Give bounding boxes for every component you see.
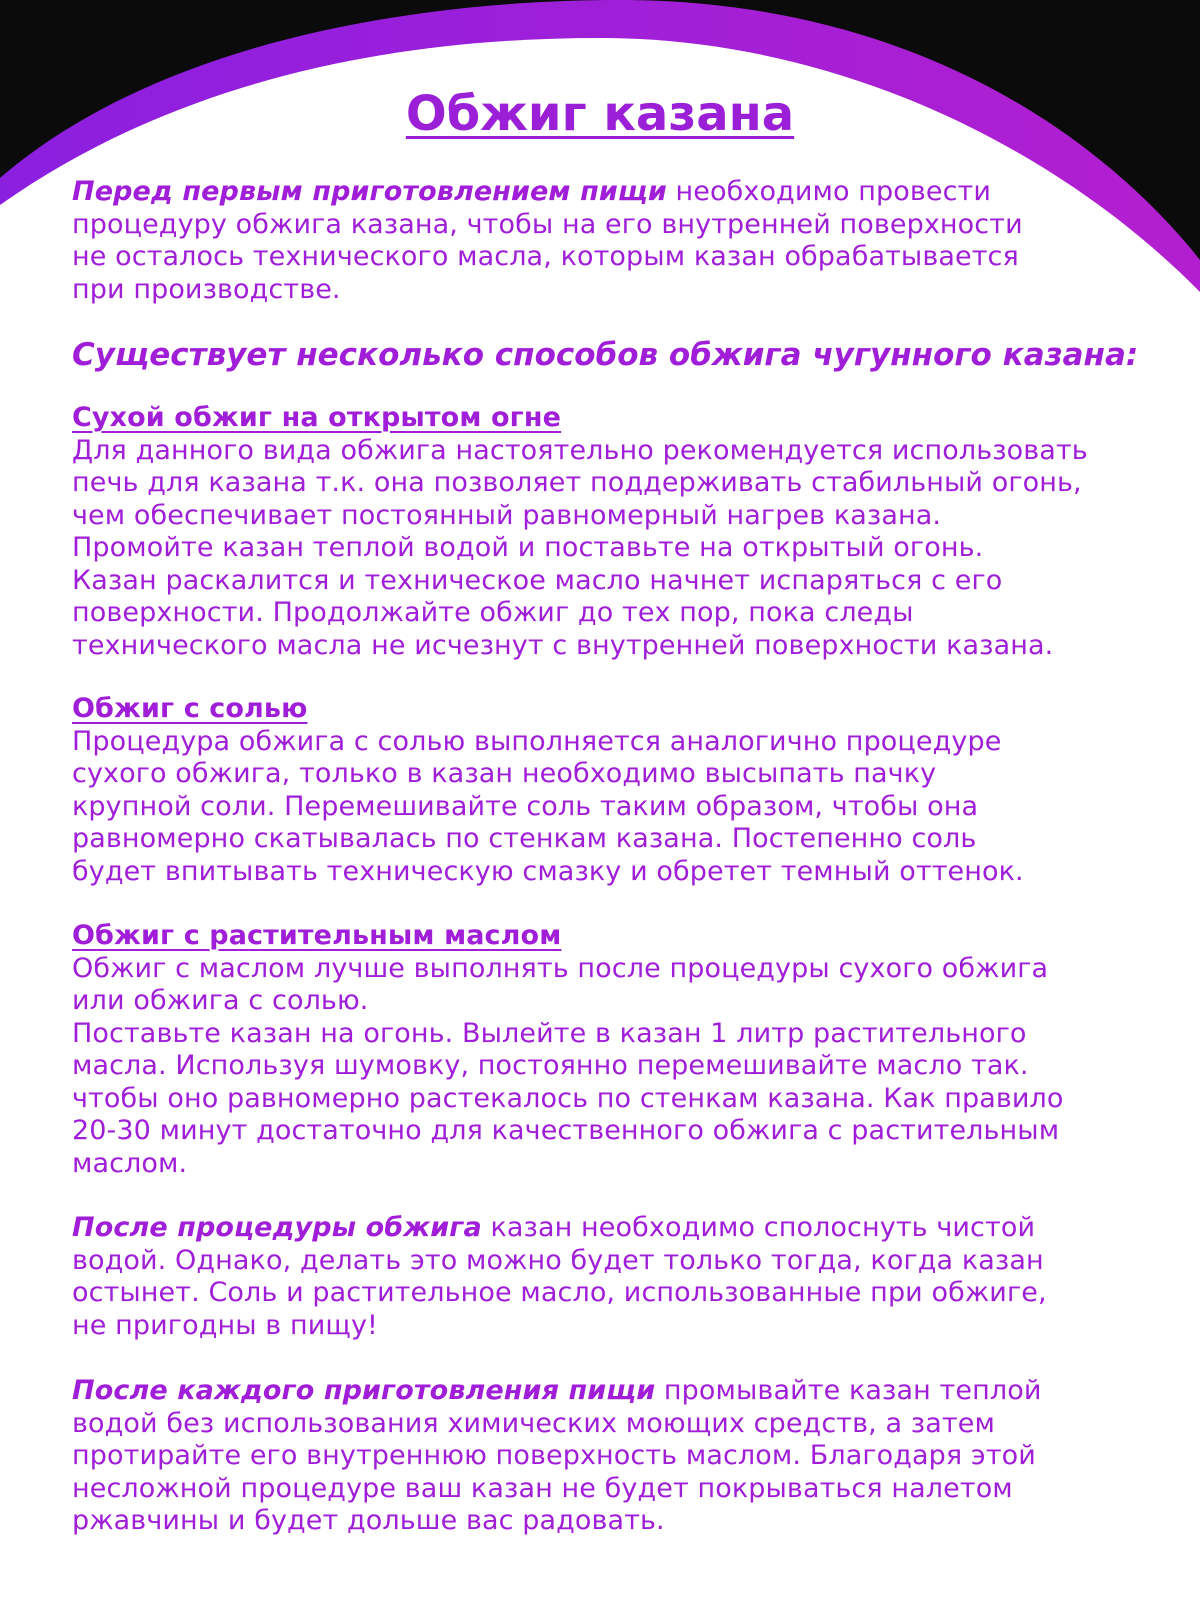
section-dry-burn [72, 402, 1182, 662]
section-line: равномерно скатывалась по стенкам казана. Постепенно соль [72, 823, 977, 854]
intro-line: при производстве. [72, 273, 341, 305]
section-heading-text: Обжиг с растительным маслом [72, 920, 562, 951]
after-cooking-line: протирайте его внутреннюю поверхность маслом. Благодаря этой [72, 1440, 1036, 1471]
section-line: или обжига с солью. [72, 985, 369, 1016]
intro-line [72, 176, 1182, 209]
section-line: чем обеспечивает постоянный равномерный нагрев казана. [72, 499, 942, 531]
section-line: 20-30 минут достаточно для качественного обжига с растительным [72, 1115, 1060, 1146]
after-cooking-line: ржавчины и будет дольше вас радовать. [72, 1505, 665, 1536]
section-line: сухого обжига, только в казан необходимо высыпать пачку [72, 758, 937, 789]
section-heading [72, 693, 1182, 726]
after-cooking-paragraph [72, 1375, 1182, 1538]
section-line: печь для казана т.к. она позволяет поддерживать стабильный огонь, [72, 467, 1082, 498]
after-burn-lead: После процедуры обжига [72, 1212, 482, 1243]
intro-line: процедуру обжига казана, чтобы на его внутренней поверхности [72, 208, 1023, 240]
page-title-text: Обжиг казана [405, 86, 795, 142]
section-heading-text: Сухой обжиг на открытом огне [72, 402, 562, 433]
section-heading [72, 402, 1182, 435]
intro-lead: Перед первым приготовлением пищи [72, 176, 667, 207]
section-line: масла. Используя шумовку, постоянно перемешивайте масло так. [72, 1050, 1029, 1081]
section-heading-text: Обжиг с солью [72, 693, 308, 724]
after-burn-line: не пригодны в пищу! [72, 1309, 378, 1341]
after-cooking-line [72, 1375, 1182, 1408]
after-burn-line1-rest: казан необходимо сполоснуть чистой [481, 1212, 1036, 1243]
section-salt-burn [72, 693, 1182, 888]
intro-line1-rest: необходимо провести [666, 176, 991, 207]
section-line: Промойте казан теплой водой и поставьте на открытый огонь. [72, 532, 984, 563]
after-cooking-lead: После каждого приготовления пищи [72, 1375, 656, 1406]
after-cooking-line: водой без использования химических моющих средств, а затем [72, 1407, 995, 1439]
after-burn-line: водой. Однако, делать это можно будет только тогда, когда казан [72, 1244, 1044, 1276]
intro-line: не осталось технического масла, которым казан обрабатывается [72, 241, 1019, 272]
section-line: будет впитывать техническую смазку и обретет темный оттенок. [72, 855, 1024, 887]
section-line: поверхности. Продолжайте обжиг до тех пор, пока следы [72, 597, 914, 628]
section-line: маслом. [72, 1147, 188, 1179]
section-line: технического масла не исчезнут с внутренней поверхности казана. [72, 629, 1054, 661]
after-burn-line [72, 1212, 1182, 1245]
section-line: Поставьте казан на огонь. Вылейте в казан 1 литр растительного [72, 1017, 1027, 1049]
section-heading [72, 920, 1182, 953]
after-burn-line: остынет. Соль и растительное масло, использованные при обжиге, [72, 1277, 1047, 1308]
methods-heading: Существует несколько способов обжига чугунного казана: [72, 337, 1139, 373]
after-burn-paragraph [72, 1212, 1182, 1342]
after-cooking-line: несложной процедуре ваш казан не будет покрываться налетом [72, 1472, 1013, 1504]
section-oil-burn [72, 920, 1182, 1180]
page-title [72, 82, 1128, 146]
section-line: крупной соли. Перемешивайте соль таким образом, чтобы она [72, 790, 979, 822]
intro-paragraph [72, 176, 1182, 306]
section-line: чтобы оно равномерно растекалось по стенкам казана. Как правило [72, 1082, 1064, 1114]
section-line: Обжиг с маслом лучше выполнять после процедуры сухого обжига [72, 952, 1049, 984]
section-line: Процедура обжига с солью выполняется аналогично процедуре [72, 725, 1002, 757]
section-line: Для данного вида обжига настоятельно рекомендуется использовать [72, 434, 1088, 466]
after-cooking-line1-rest: промывайте казан теплой [655, 1375, 1042, 1406]
section-line: Казан раскалится и техническое масло начнет испаряться с его [72, 564, 1003, 596]
